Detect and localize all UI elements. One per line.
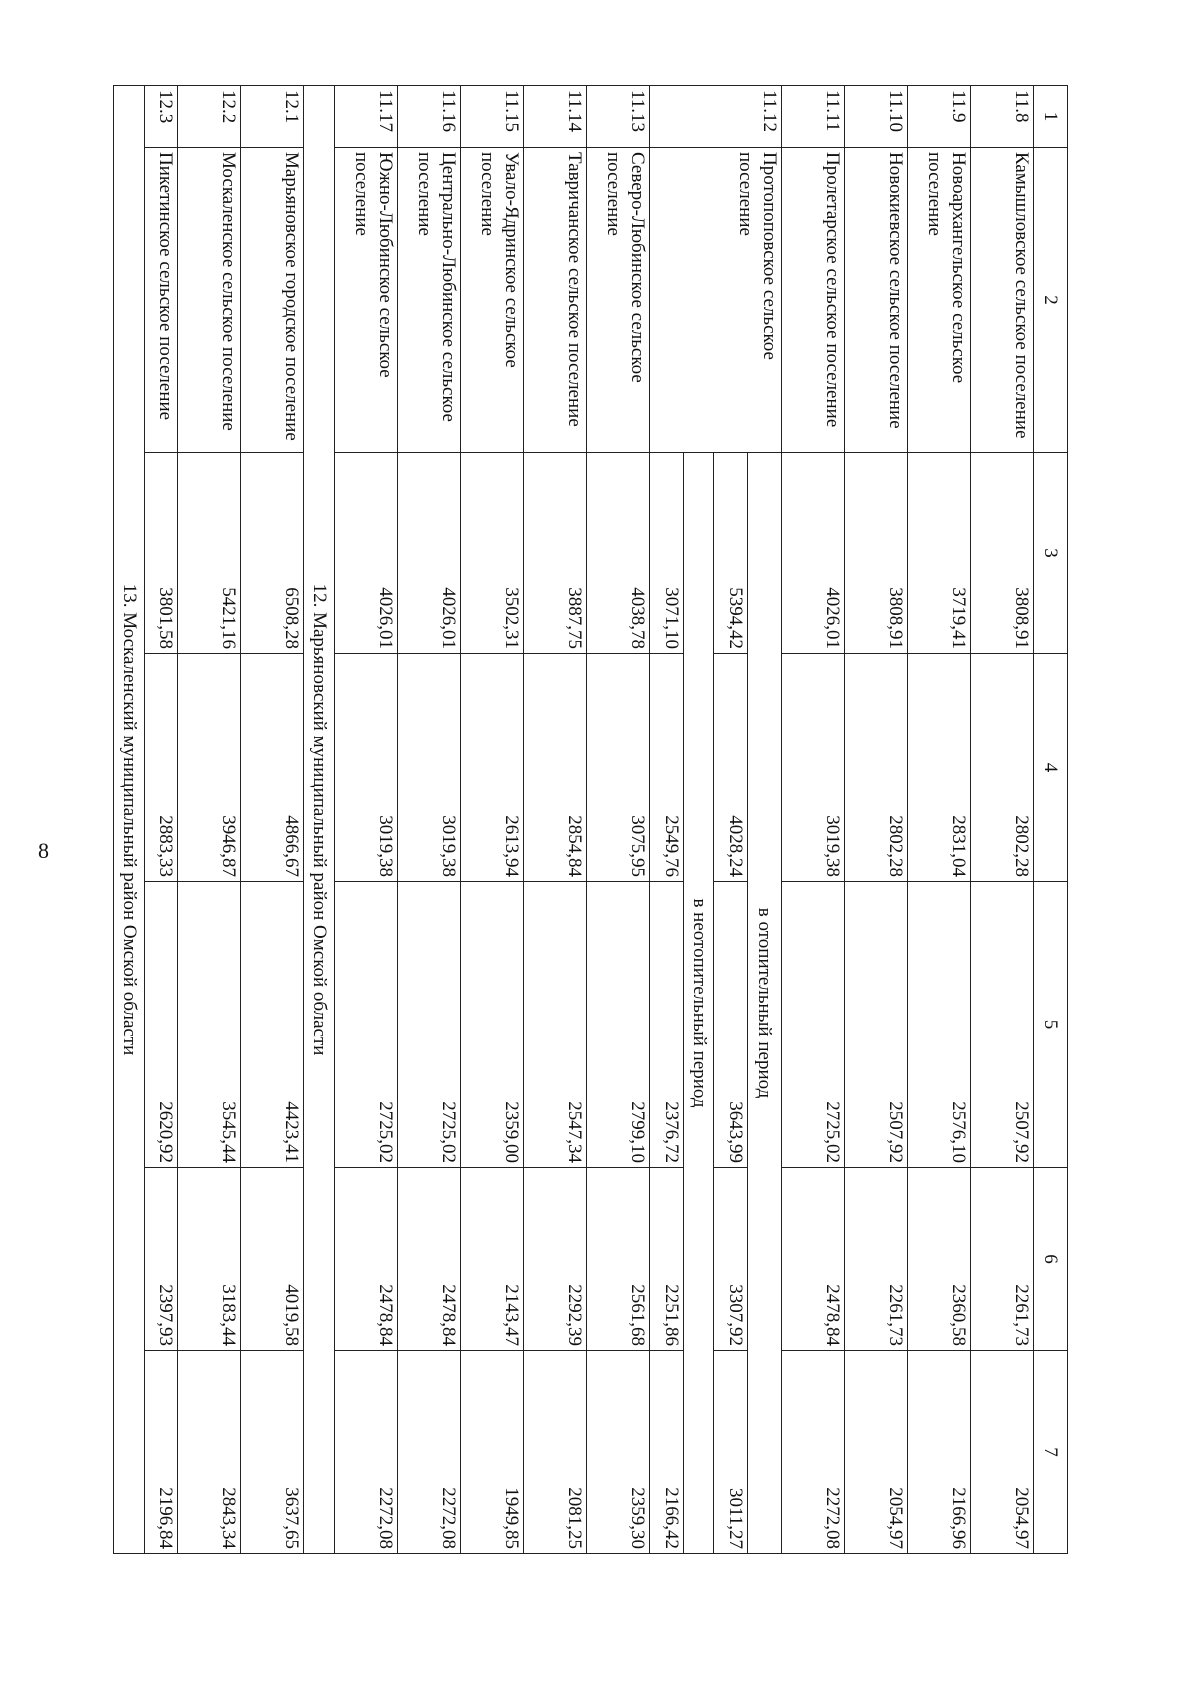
settlement-name: Новокиевское сельское поселение	[845, 148, 908, 453]
value-c4: 3019,38	[781, 654, 844, 882]
row-number: 12.2	[178, 86, 241, 148]
value-c7: 2272,08	[397, 1351, 460, 1554]
row-number: 11.9	[908, 86, 971, 148]
settlement-name: Увало-Ядринское сельское поселение	[461, 148, 524, 453]
col-header-4: 4	[1034, 654, 1068, 882]
settlement-name: Северо-Любинское сельское поселение	[587, 148, 650, 453]
value-c7: 1949,85	[461, 1351, 524, 1554]
col-header-6: 6	[1034, 1168, 1068, 1351]
value-c7: 2272,08	[781, 1351, 844, 1554]
table-row	[397, 86, 460, 1554]
nonheating-value-c3: 3071,10	[650, 453, 684, 654]
value-c5: 4423,41	[241, 882, 304, 1168]
value-c7: 2081,25	[524, 1351, 587, 1554]
row-number: 11.16	[397, 86, 460, 148]
value-c7: 2054,97	[845, 1351, 908, 1554]
row-number: 11.12	[650, 86, 782, 148]
settlement-name: Камышловское сельское поселение	[971, 148, 1034, 453]
table-row	[781, 86, 844, 1554]
table-row	[587, 86, 650, 1554]
value-c6: 2478,84	[781, 1168, 844, 1351]
row-number: 12.3	[144, 86, 178, 148]
value-c3: 3808,91	[971, 453, 1034, 654]
value-c5: 2725,02	[781, 882, 844, 1168]
value-c6: 2261,73	[971, 1168, 1034, 1351]
value-c4: 2883,33	[144, 654, 178, 882]
value-c7: 3637,65	[241, 1351, 304, 1554]
heating-value-c3: 5394,42	[714, 453, 748, 654]
settlement-name: Новоархангельское сельское поселение	[908, 148, 971, 453]
value-c6: 4019,58	[241, 1168, 304, 1351]
col-header-2: 2	[1034, 148, 1068, 453]
value-c7: 2196,84	[144, 1351, 178, 1554]
table-row	[845, 86, 908, 1554]
value-c6: 3183,44	[178, 1168, 241, 1351]
row-number: 11.17	[334, 86, 397, 148]
table-body	[114, 86, 1068, 1554]
value-c3: 4038,78	[587, 453, 650, 654]
col-header-7: 7	[1034, 1351, 1068, 1554]
value-c7: 2166,96	[908, 1351, 971, 1554]
row-number: 11.13	[587, 86, 650, 148]
value-c6: 2292,39	[524, 1168, 587, 1351]
settlement-name: Протопоповское сельское поселение	[650, 148, 782, 453]
col-header-3: 3	[1034, 453, 1068, 654]
value-c5: 2725,02	[397, 882, 460, 1168]
value-c5: 2507,92	[971, 882, 1034, 1168]
value-c6: 2397,93	[144, 1168, 178, 1351]
value-c3: 4026,01	[781, 453, 844, 654]
heating-value-c5: 3643,99	[714, 882, 748, 1168]
value-c3: 3719,41	[908, 453, 971, 654]
value-c7: 2843,34	[178, 1351, 241, 1554]
value-c6: 2478,84	[397, 1168, 460, 1351]
value-c5: 2576,10	[908, 882, 971, 1168]
section-title: 13. Москаленский муниципальный район Омской области	[114, 86, 145, 1554]
value-c3: 3808,91	[845, 453, 908, 654]
value-c4: 3075,95	[587, 654, 650, 882]
value-c4: 4866,67	[241, 654, 304, 882]
table-row	[748, 86, 782, 1554]
nonheating-value-c7: 2166,42	[650, 1351, 684, 1554]
heating-value-c7: 3011,27	[714, 1351, 748, 1554]
nonheating-value-c5: 2376,72	[650, 882, 684, 1168]
heating-value-c6: 3307,92	[714, 1168, 748, 1351]
value-c4: 2802,28	[971, 654, 1034, 882]
table-row	[908, 86, 971, 1554]
row-number: 12.1	[241, 86, 304, 148]
value-c6: 2261,73	[845, 1168, 908, 1351]
settlement-name: Марьяновское городское поселение	[241, 148, 304, 453]
value-c3: 6508,28	[241, 453, 304, 654]
settlement-name: Пикетинское сельское поселение	[144, 148, 178, 453]
table-row	[144, 86, 178, 1554]
table-row	[524, 86, 587, 1554]
table-row	[334, 86, 397, 1554]
row-number: 11.15	[461, 86, 524, 148]
row-number: 11.14	[524, 86, 587, 148]
value-c5: 2620,92	[144, 882, 178, 1168]
value-c5: 2799,10	[587, 882, 650, 1168]
nonheating-value-c4: 2549,76	[650, 654, 684, 882]
value-c5: 2359,00	[461, 882, 524, 1168]
col-header-1: 1	[1034, 86, 1068, 148]
settlement-name: Южно-Любинское сельское поселение	[334, 148, 397, 453]
value-c6: 2143,47	[461, 1168, 524, 1351]
value-c4: 3019,38	[397, 654, 460, 882]
value-c3: 3801,58	[144, 453, 178, 654]
header-row	[1034, 86, 1068, 1554]
value-c4: 3946,87	[178, 654, 241, 882]
settlement-name: Центрально-Любинское сельское поселение	[397, 148, 460, 453]
value-c3: 4026,01	[397, 453, 460, 654]
value-c6: 2561,68	[587, 1168, 650, 1351]
value-c3: 3887,75	[524, 453, 587, 654]
row-number: 11.11	[781, 86, 844, 148]
value-c4: 2854,84	[524, 654, 587, 882]
value-c7: 2054,97	[971, 1351, 1034, 1554]
table-row	[971, 86, 1034, 1554]
table-row	[178, 86, 241, 1554]
value-c4: 3019,38	[334, 654, 397, 882]
col-header-5: 5	[1034, 882, 1068, 1168]
value-c6: 2478,84	[334, 1168, 397, 1351]
value-c7: 2272,08	[334, 1351, 397, 1554]
value-c4: 2802,28	[845, 654, 908, 882]
section-13-title-row	[114, 86, 145, 1554]
period-label-nonheating: в неотопительный период	[684, 453, 714, 1554]
settlement-name: Москаленское сельское поселение	[178, 148, 241, 453]
value-c4: 2613,94	[461, 654, 524, 882]
section-12-title-row	[304, 86, 334, 1554]
row-number: 11.8	[971, 86, 1034, 148]
value-c3: 4026,01	[334, 453, 397, 654]
value-c3: 3502,31	[461, 453, 524, 654]
settlement-name: Пролетарское сельское поселение	[781, 148, 844, 453]
value-c5: 3545,44	[178, 882, 241, 1168]
value-c4: 2831,04	[908, 654, 971, 882]
nonheating-value-c6: 2251,86	[650, 1168, 684, 1351]
row-number: 11.10	[845, 86, 908, 148]
table-row	[241, 86, 304, 1554]
value-c7: 2359,30	[587, 1351, 650, 1554]
page-number: 8	[38, 838, 49, 863]
settlement-name: Тавричанское сельское поселение	[524, 148, 587, 453]
period-label-heating: в отопительный период	[748, 453, 782, 1554]
table-row	[461, 86, 524, 1554]
value-c5: 2507,92	[845, 882, 908, 1168]
value-c3: 5421,16	[178, 453, 241, 654]
heating-value-c4: 4028,24	[714, 654, 748, 882]
value-c5: 2725,02	[334, 882, 397, 1168]
tariff-table	[113, 85, 1068, 1554]
section-title: 12. Марьяновский муниципальный район Омской области	[304, 86, 334, 1554]
value-c6: 2360,58	[908, 1168, 971, 1351]
rotated-table-wrapper	[113, 85, 1068, 1553]
value-c5: 2547,34	[524, 882, 587, 1168]
